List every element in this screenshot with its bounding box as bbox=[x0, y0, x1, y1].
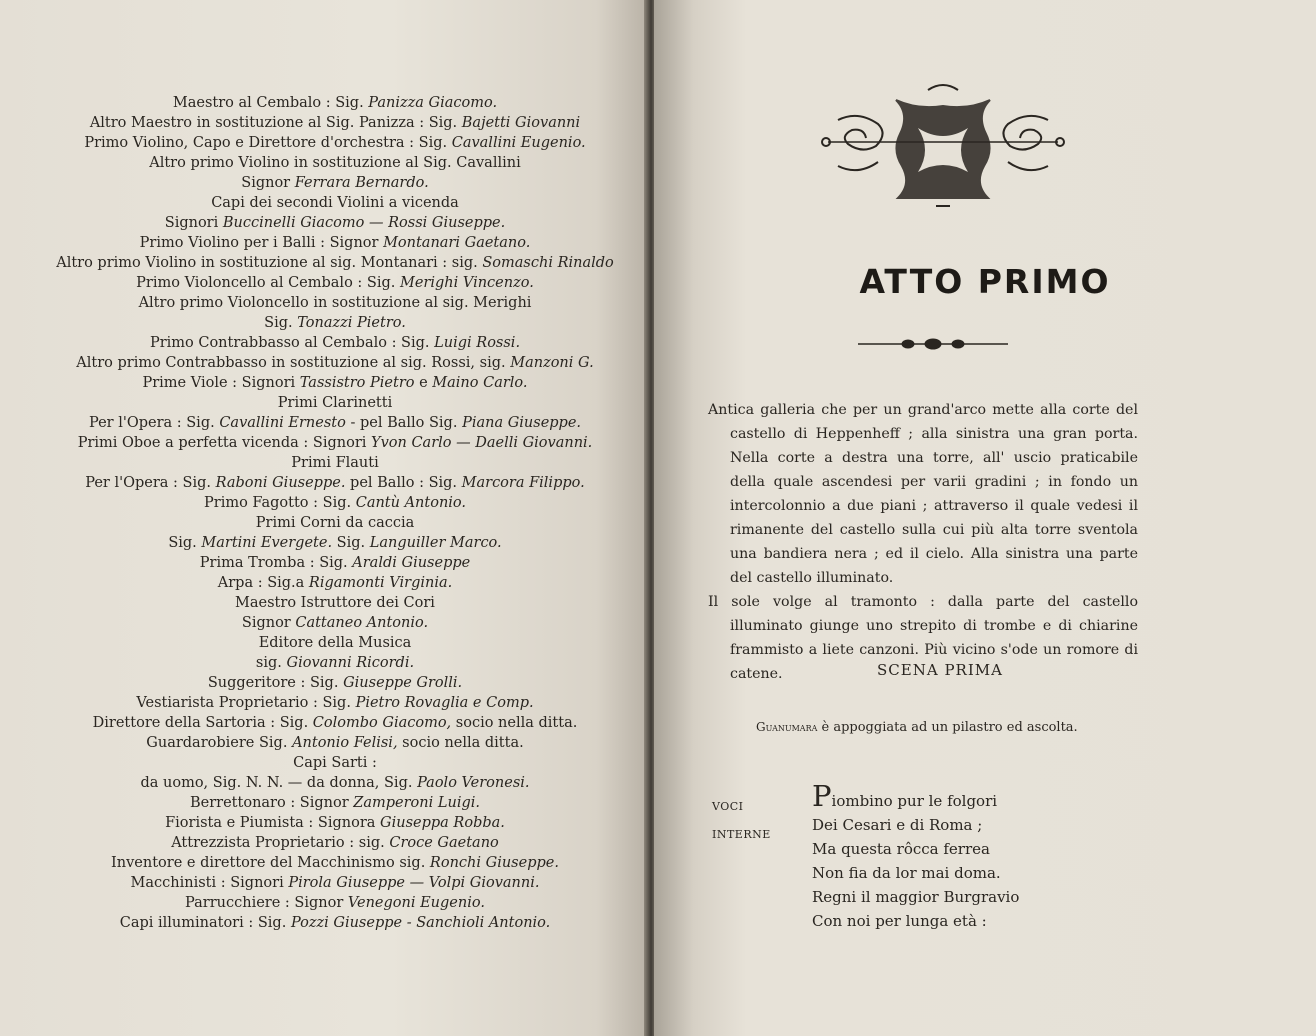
credit-role: Capi illuminatori : Sig. bbox=[119, 915, 291, 931]
credit-line bbox=[40, 654, 630, 672]
credit-role: Prima Tromba : Sig. bbox=[199, 555, 353, 571]
scene-note-text: è appoggiata ad un pilastro ed ascolta. bbox=[817, 720, 1078, 735]
credit-line bbox=[40, 754, 630, 772]
credit-line bbox=[40, 474, 630, 492]
credit-line bbox=[40, 94, 630, 112]
credit-role: socio nella ditta. bbox=[397, 735, 524, 751]
credit-line bbox=[40, 414, 630, 432]
verse-line: Ma questa rôcca ferrea bbox=[812, 840, 990, 858]
credit-name: Merighi Vincenzo. bbox=[399, 275, 534, 291]
credit-role: Signor bbox=[241, 615, 296, 631]
credit-role: Fiorista e Piumista : Signora bbox=[165, 815, 381, 831]
credit-name: Antonio Felisi, bbox=[292, 735, 398, 751]
speaker-line: INTERNE bbox=[712, 828, 771, 841]
credit-line bbox=[40, 914, 630, 932]
credit-line bbox=[40, 594, 630, 612]
credit-role: Primi Clarinetti bbox=[277, 395, 393, 411]
credit-role: Attrezzista Proprietario : sig. bbox=[171, 835, 390, 851]
credit-role: Sig. bbox=[264, 315, 298, 331]
credit-role: Capi Sarti : bbox=[293, 755, 377, 771]
credit-role: Parrucchiere : Signor bbox=[185, 895, 348, 911]
credit-name: Languiller Marco. bbox=[369, 535, 502, 551]
credit-line bbox=[40, 154, 630, 172]
credit-name: Pietro Rovaglia e Comp. bbox=[355, 695, 534, 711]
credit-name: Buccinelli Giacomo — Rossi Giuseppe. bbox=[222, 215, 506, 231]
credit-line bbox=[40, 194, 630, 212]
credit-role: Maestro Istruttore dei Cori bbox=[235, 595, 435, 611]
credit-role: pel Ballo : Sig. bbox=[345, 475, 462, 491]
credit-role: sig. bbox=[255, 655, 287, 671]
credit-name: Cattaneo Antonio. bbox=[295, 615, 429, 631]
credit-name: Paolo Veronesi. bbox=[417, 775, 530, 791]
credit-role: Altro primo Violoncello in sostituzione al sig. Merighi bbox=[138, 295, 532, 311]
credit-line bbox=[40, 354, 630, 372]
credit-line bbox=[40, 254, 630, 272]
credit-role: Altro primo Violino in sostituzione al Sig. Cavallini bbox=[149, 155, 521, 171]
character-name: Guanumara bbox=[756, 720, 818, 734]
credit-line bbox=[40, 614, 630, 632]
credit-role: Altro primo Contrabbasso in sostituzione al sig. Rossi, sig. bbox=[76, 355, 511, 371]
credit-role: Primi Oboe a perfetta vicenda : Signori bbox=[77, 435, 372, 451]
credit-line bbox=[40, 814, 630, 832]
credit-role: Suggeritore : Sig. bbox=[207, 675, 344, 691]
credit-line bbox=[40, 134, 630, 152]
credit-line bbox=[40, 774, 630, 792]
credit-line bbox=[40, 314, 630, 332]
credit-role: Inventore e direttore del Macchinismo sig. bbox=[111, 855, 430, 871]
verse bbox=[812, 779, 1020, 933]
credit-line bbox=[40, 374, 630, 392]
credit-line bbox=[40, 834, 630, 852]
credit-role: Primo Violoncello al Cembalo : Sig. bbox=[136, 275, 400, 291]
credit-line bbox=[40, 674, 630, 692]
credit-name: Giuseppe Grolli. bbox=[343, 675, 463, 691]
scene-note bbox=[756, 720, 1136, 735]
credit-line bbox=[40, 274, 630, 292]
credit-role: Sig. bbox=[168, 535, 202, 551]
credit-line bbox=[40, 114, 630, 132]
credit-name: Cavallini Eugenio. bbox=[451, 135, 586, 151]
credit-role: Sig. bbox=[332, 535, 370, 551]
credit-line bbox=[40, 854, 630, 872]
credit-line bbox=[40, 694, 630, 712]
credit-line bbox=[40, 454, 630, 472]
credit-role: - pel Ballo Sig. bbox=[345, 415, 463, 431]
credit-role: Vestiarista Proprietario : Sig. bbox=[136, 695, 356, 711]
credit-role: Per l'Opera : Sig. bbox=[88, 415, 220, 431]
credit-name: Cavallini Ernesto bbox=[219, 415, 346, 431]
verse-line: Con noi per lunga età : bbox=[812, 912, 987, 930]
credit-line bbox=[40, 794, 630, 812]
credit-line bbox=[40, 734, 630, 752]
speaker-line: VOCI bbox=[712, 800, 744, 813]
credit-name: Manzoni G. bbox=[510, 355, 594, 371]
credit-role: Primo Violino, Capo e Direttore d'orchestra : Sig. bbox=[84, 135, 452, 151]
credit-name: Raboni Giuseppe. bbox=[215, 475, 346, 491]
credit-name: Yvon Carlo — Daelli Giovanni. bbox=[371, 435, 593, 451]
credit-name: Piana Giuseppe. bbox=[462, 415, 582, 431]
credit-name: Tonazzi Pietro. bbox=[297, 315, 406, 331]
credit-name: Ronchi Giuseppe. bbox=[429, 855, 559, 871]
ornament-vignette bbox=[818, 80, 1068, 210]
credit-line bbox=[40, 574, 630, 592]
credit-line bbox=[40, 394, 630, 412]
credit-name: Luigi Rossi. bbox=[434, 335, 521, 351]
credit-line bbox=[40, 534, 630, 552]
credit-name: Tassistro Pietro bbox=[299, 375, 415, 391]
credit-role: Primo Violino per i Balli : Signor bbox=[139, 235, 384, 251]
credit-line bbox=[40, 554, 630, 572]
credit-name: Giuseppa Robba. bbox=[380, 815, 505, 831]
credit-name: Pozzi Giuseppe - Sanchioli Antonio. bbox=[290, 915, 551, 931]
credit-name: Pirola Giuseppe — Volpi Giovanni. bbox=[288, 875, 540, 891]
credit-line bbox=[40, 514, 630, 532]
credit-name: Giovanni Ricordi. bbox=[286, 655, 415, 671]
verse-initial: P bbox=[812, 779, 832, 813]
stage-direction-paragraph: Il sole volge al tramonto : dalla parte del castello illuminato giunge uno strepito di trombe e di chiarine frammisto a liete canzoni. Più vicino s'ode un romore di catene. bbox=[708, 594, 1138, 682]
credit-role: Maestro al Cembalo : Sig. bbox=[172, 95, 369, 111]
credit-line bbox=[40, 214, 630, 232]
credit-role: Primi Corni da caccia bbox=[255, 515, 415, 531]
credit-name: Zamperoni Luigi. bbox=[353, 795, 480, 811]
credit-line bbox=[40, 714, 630, 732]
credit-role: Primo Fagotto : Sig. bbox=[204, 495, 356, 511]
credit-role: Berrettonaro : Signor bbox=[190, 795, 354, 811]
credit-role: Primi Flauti bbox=[291, 455, 379, 471]
credit-line bbox=[40, 874, 630, 892]
credit-line bbox=[40, 634, 630, 652]
credit-role: socio nella ditta. bbox=[451, 715, 578, 731]
credit-name: Somaschi Rinaldo bbox=[482, 255, 614, 271]
verse-line: Non fia da lor mai doma. bbox=[812, 864, 1001, 882]
speaker-label bbox=[712, 793, 771, 849]
credit-name: Montanari Gaetano. bbox=[383, 235, 531, 251]
credit-role: Altro primo Violino in sostituzione al sig. Montanari : sig. bbox=[56, 255, 483, 271]
credit-role: Capi dei secondi Violini a vicenda bbox=[211, 195, 459, 211]
credit-role: da uomo, Sig. N. N. — da donna, Sig. bbox=[140, 775, 418, 791]
credit-name: Marcora Filippo. bbox=[461, 475, 585, 491]
credit-name: Ferrara Bernardo. bbox=[294, 175, 429, 191]
credit-name: Bajetti Giovanni bbox=[461, 115, 581, 131]
title-divider bbox=[858, 336, 1008, 352]
scene-title: SCENA PRIMA bbox=[877, 661, 1003, 679]
credit-name: Cantù Antonio. bbox=[355, 495, 466, 511]
credit-role: Prime Viole : Signori bbox=[142, 375, 300, 391]
credit-role: Signor bbox=[241, 175, 295, 191]
verse-line: Regni il maggior Burgravio bbox=[812, 888, 1020, 906]
credit-role: Primo Contrabbasso al Cembalo : Sig. bbox=[149, 335, 435, 351]
credit-name: Colombo Giacomo, bbox=[312, 715, 452, 731]
credit-name: Rigamonti Virginia. bbox=[308, 575, 453, 591]
credit-line bbox=[40, 234, 630, 252]
credit-role: Altro Maestro in sostituzione al Sig. Panizza : Sig. bbox=[89, 115, 462, 131]
credit-role: Per l'Opera : Sig. bbox=[85, 475, 216, 491]
credit-role: Signori bbox=[164, 215, 223, 231]
credit-line bbox=[40, 434, 630, 452]
verse-line: Dei Cesari e di Roma ; bbox=[812, 816, 983, 834]
credit-role: Guardarobiere Sig. bbox=[146, 735, 293, 751]
credit-name: Martini Evergete. bbox=[201, 535, 333, 551]
stage-direction-paragraph: Antica galleria che per un grand'arco mette alla corte del castello di Heppenheff ; alla sinistra una gran porta. Nella corte a destra una torre, all' uscio praticabile della quale ascendesi per varii gradini ; in fondo un intercolonnio a due piani ; attraverso il quale vedesi il rimanente del castello sulla cui più alta torre sventola una bandiera nera ; ed il cielo. Alla sinistra una parte del castello illuminato. bbox=[708, 402, 1138, 586]
credit-name: Maino Carlo. bbox=[432, 375, 528, 391]
credit-line bbox=[40, 334, 630, 352]
credit-name: Araldi Giuseppe bbox=[352, 555, 471, 571]
verse-line: Piombino pur le folgori bbox=[812, 779, 998, 813]
credit-role: Editore della Musica bbox=[258, 635, 412, 651]
credit-role: Arpa : Sig.a bbox=[217, 575, 309, 591]
credit-name: Venegoni Eugenio. bbox=[347, 895, 485, 911]
credit-role: e bbox=[414, 375, 433, 391]
credit-line bbox=[40, 894, 630, 912]
stage-direction bbox=[708, 398, 1138, 686]
credit-line bbox=[40, 494, 630, 512]
credit-line bbox=[40, 174, 630, 192]
credit-role: Macchinisti : Signori bbox=[130, 875, 289, 891]
credit-name: Panizza Giacomo. bbox=[368, 95, 498, 111]
credit-role: Direttore della Sartoria : Sig. bbox=[92, 715, 313, 731]
credit-line bbox=[40, 294, 630, 312]
credit-name: Croce Gaetano bbox=[389, 835, 499, 851]
act-title: ATTO PRIMO bbox=[859, 262, 1111, 301]
